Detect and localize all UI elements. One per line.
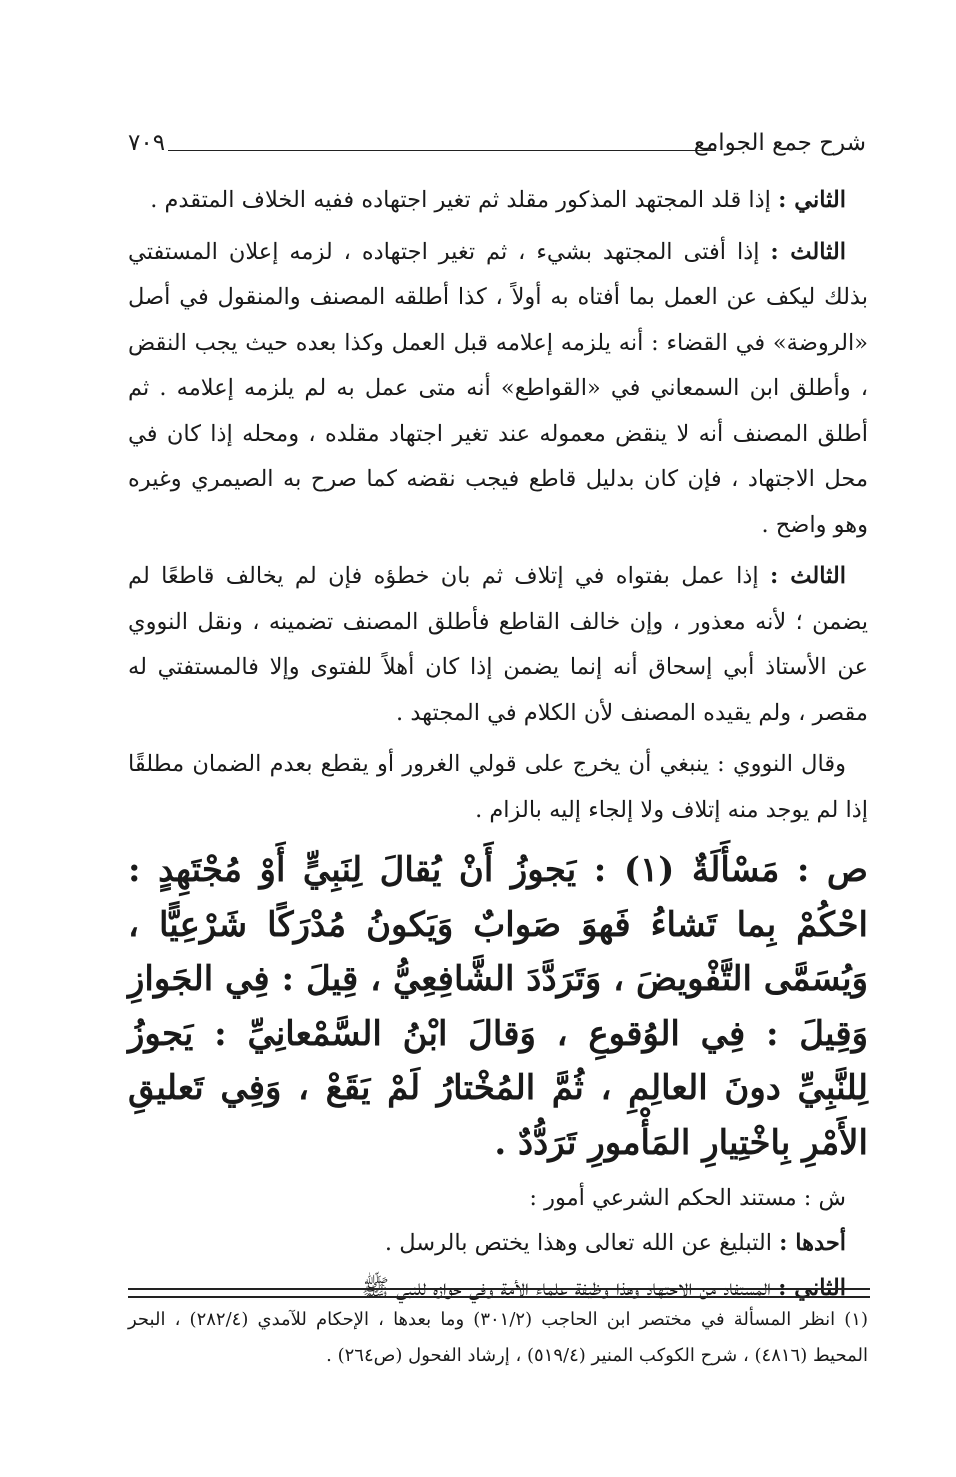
paragraph-text: إذا عمل بفتواه في إتلاف ثم بان خطؤه فإن لم يخالف قاطعًا لم يضمن ؛ لأنه معذور ، وإن خالف القاطع فأطلق المصنف تضمينه ، ونقل النووي عن الأستاذ أبي إسحاق أنه إنما يضمن إذا كان أهلاً للفتوى وإلا فالمستفتي له مقصر ، ولم يقيده المصنف لأن الكلام في المجتهد . [128, 563, 868, 726]
running-title: شرح جمع الجوامع [693, 130, 866, 156]
paragraph-text: إذا أفتى المجتهد بشيء ، ثم تغير اجتهاده ، لزمه إعلان المستفتي بذلك ليكف عن العمل بما أفتاه به أولاً ، كذا أطلقه المصنف والمنقول في أصل «الروضة» في القضاء : أنه يلزمه إعلامه قبل العمل وكذا بعده حيث يجب النقض ، وأطلق ابن السمعاني في «القواطع» أنه متى عمل به لم يلزمه إعلامه . ثم أطلق المصنف أنه لا ينقض معموله عند تغير اجتهاد مقلده ، ومحله إذا كان في محل الاجتهاد ، فإن كان بدليل قاطع فيجب نقضه كما صرح به الصيمري وغيره وهو واضح . [128, 238, 868, 538]
paragraph-nawawi [128, 742, 868, 833]
main-text [128, 178, 868, 1311]
page-number: ٧٠٩ [128, 130, 166, 156]
paragraph-lead: الثالث : [770, 238, 846, 265]
footnote: (١) انظر المسألة في مختصر ابن الحاجب (٣٠١/٢) وما بعدها ، الإحكام للآمدي (٢٨٢/٤) ، البحر المحيط (٤٨١٦) ، شرح الكوكب المنير (٥١٩/٤) ، إرشاد الفحول (ص٢٦٤) . [128, 1309, 868, 1366]
sharh-lead: الثاني : [778, 1275, 846, 1301]
sharh-lead: أحدها : [779, 1230, 846, 1256]
footnote-separator [128, 1288, 870, 1298]
paragraph-third-a [128, 230, 868, 549]
paragraph-text: وقال النووي : ينبغي أن يخرج على قولي الغرور أو يقطع بعدم الضمان مطلقًا إذا لم يوجد منه إتلاف ولا إلجاء إليه بالزام . [128, 751, 868, 823]
running-header [128, 128, 866, 168]
header-rule [168, 150, 716, 151]
paragraph-lead: الثاني : [778, 187, 846, 213]
sharh-text: المستفاد من الاجتهاد وهذا وظيفة علماء الأمة وفي جوازه للنبي ﷺ [361, 1275, 779, 1301]
sharh-text: التبليغ عن الله تعالى وهذا يختص بالرسل . [384, 1230, 780, 1256]
paragraph-text: إذا قلد المجتهد المذكور مقلد ثم تغير اجتهاده ففيه الخلاف المتقدم . [150, 187, 779, 213]
sharh-first [128, 1221, 868, 1266]
paragraph-second [128, 178, 868, 224]
sharh-text: ش : مستند الحكم الشرعي أمور : [529, 1185, 846, 1211]
paragraph-lead: الثالث : [769, 563, 846, 589]
matn-text: ص : مَسْأَلَةٌ (١) : يَجوزُ أَنْ يُقالَ لِنَبِيٍّ أَوْ مُجْتَهِدٍ : احْكُمْ بِما تَشاءُ فَهوَ صَوابٌ وَيَكونُ مُدْرَكًا شَرْعِيًّا ، وَيُسَمَّى التَّفْويضَ ، وَتَرَدَّدَ الشَّافِعِيُّ ، قِيلَ : فِي الجَوازِ وَقِيلَ : فِي الوُقوعِ ، وَقالَ ابْنُ السَّمْعانِيِّ : يَجوزُ لِلنَّبِيِّ دونَ العالِمِ ، ثُمَّ المُخْتارُ لَمْ يَقَعْ ، وَفِي تَعليقِ الأَمْرِ بِاخْتِيارِ المَأْمورِ تَرَدُّدٌ . [128, 850, 869, 1163]
paragraph-third-b [128, 554, 868, 736]
sharh-intro [128, 1176, 868, 1221]
